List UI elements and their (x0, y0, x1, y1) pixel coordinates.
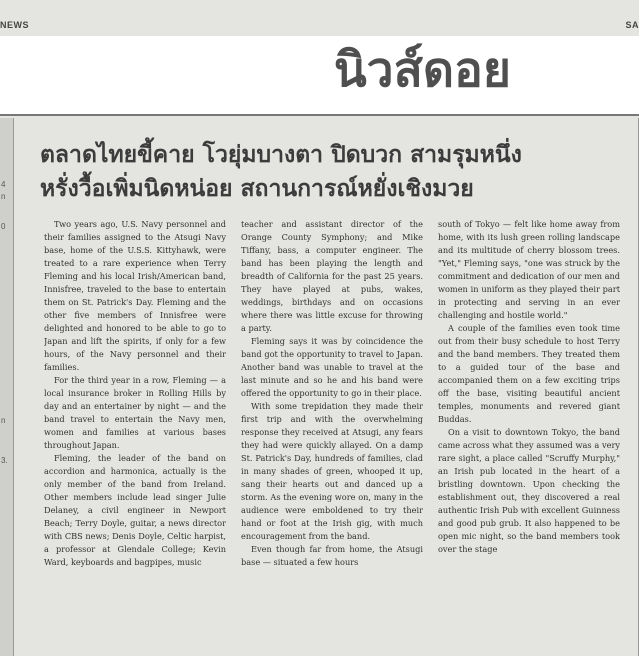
article-body (44, 218, 628, 648)
paragraph: On a visit to downtown Tokyo, the band came across what they assumed was a very rare sight, a place called "Scruffy Murphy," an Irish pub located in the heart of a bristling downtown. Upon checking the establishment out, they discovered a real authentic Irish Pub with excellent Guinness and good pub grub. It also happened to be open mic night, so the band members took over the stage (438, 427, 620, 554)
gutter-number: 0 (1, 222, 6, 231)
paragraph: Fleming, the leader of the band on accordion and harmonica, actually is the only member of the band from Ireland. Other members include lead singer Julie Delaney, a civil engineer in Newport Beach; Terry Doyle, guitar, a news director with CBS news; Denis Doyle, Celtic harpist, a professor at Glendale College; Kevin Ward, keyboards and bagpipes, music (44, 453, 226, 567)
masthead (0, 36, 639, 114)
gutter-number: n (1, 416, 6, 425)
paragraph: For the third year in a row, Fleming — a local insurance broker in Rolling Hills by day and an entertainer by night — and the band travel to entertain the Navy men, women and families at various bases throughout Japan. (44, 375, 226, 450)
left-gutter (0, 118, 13, 656)
gutter-number: n (1, 192, 6, 201)
paragraph: With some trepidation they made their first trip and with the overwhelming response they received at Atsugi, any fears they had were quickly allayed. On a damp St. Patrick's Day, hundreds of families, clad in many shades of green, whooped it up, sang their hearts out and danced up a storm. As the evening wore on, many in the audience were emboldened to try their hand or foot at the Irish gig, with much encouragement from the band. (241, 401, 423, 541)
paragraph: A couple of the families even took time out from their busy schedule to host Terry and the band members. They treated them to a guided tour of the base and accompanied them on a few exciting trips off the base, visiting beautiful ancient temples, monuments and revered giant Buddas. (438, 323, 620, 424)
article-column-2 (241, 218, 423, 648)
paragraph: Fleming says it was by coincidence the band got the opportunity to travel to Japan. Another band was unable to travel at the last minute and so he and his band were offered the opportunity to go in their place. (241, 336, 423, 398)
headline-line-1: ตลาดไทยขี้คาย โวยุ่มบางตา ปิดบวก สามรุมหนึ่ง (40, 142, 522, 168)
paragraph: Even though far from home, the Atsugi base — situated a few hours (241, 544, 423, 567)
gutter-number: 3. (1, 456, 8, 465)
gutter-number: 4 (1, 180, 6, 189)
paragraph: south of Tokyo — felt like home away from home, with its lush green rolling landscape and its multitude of cherry blossom trees. "Yet," Fleming says, "one was struck by the commitment and dedication of our men and women in uniform as they played their part in protecting and serving in an ever challenging and hostile world." (438, 219, 620, 320)
paragraph: teacher and assistant director of the Orange County Symphony; and Mike Tiffany, bass, a computer engineer. The band has been playing the length and breadth of California for the past 25 years. They have played at pubs, wakes, weddings, birthdays and on occasions where there was little excuse for throwing a party. (241, 219, 423, 333)
gutter-rule (13, 118, 14, 656)
paragraph: Two years ago, U.S. Navy personnel and their families assigned to the Atsugi Navy base, home of the U.S.S. Kittyhawk, were treated to a rare experience when Terry Fleming and his local Irish/American band, Innisfree, traveled to the base to entertain them on St. Patrick's Day. Fleming and the other five members of Innisfree were delighted and honored to be able to go to Japan and lift the spirits, if only for a few hours, of the Navy personnel and their families. (44, 219, 226, 372)
article-column-1 (44, 218, 226, 648)
running-head-left: NEWS (0, 20, 29, 30)
running-head-right: SA (625, 20, 639, 30)
headline (40, 138, 620, 206)
masthead-title: นิวส์ดอย (333, 42, 511, 98)
article-column-3 (438, 218, 620, 648)
headline-line-2: หรั่งวื้อเพิ่มนิดหน่อย สถานการณ์หยั่งเชิงมวย (40, 176, 474, 202)
masthead-rule (0, 114, 639, 116)
